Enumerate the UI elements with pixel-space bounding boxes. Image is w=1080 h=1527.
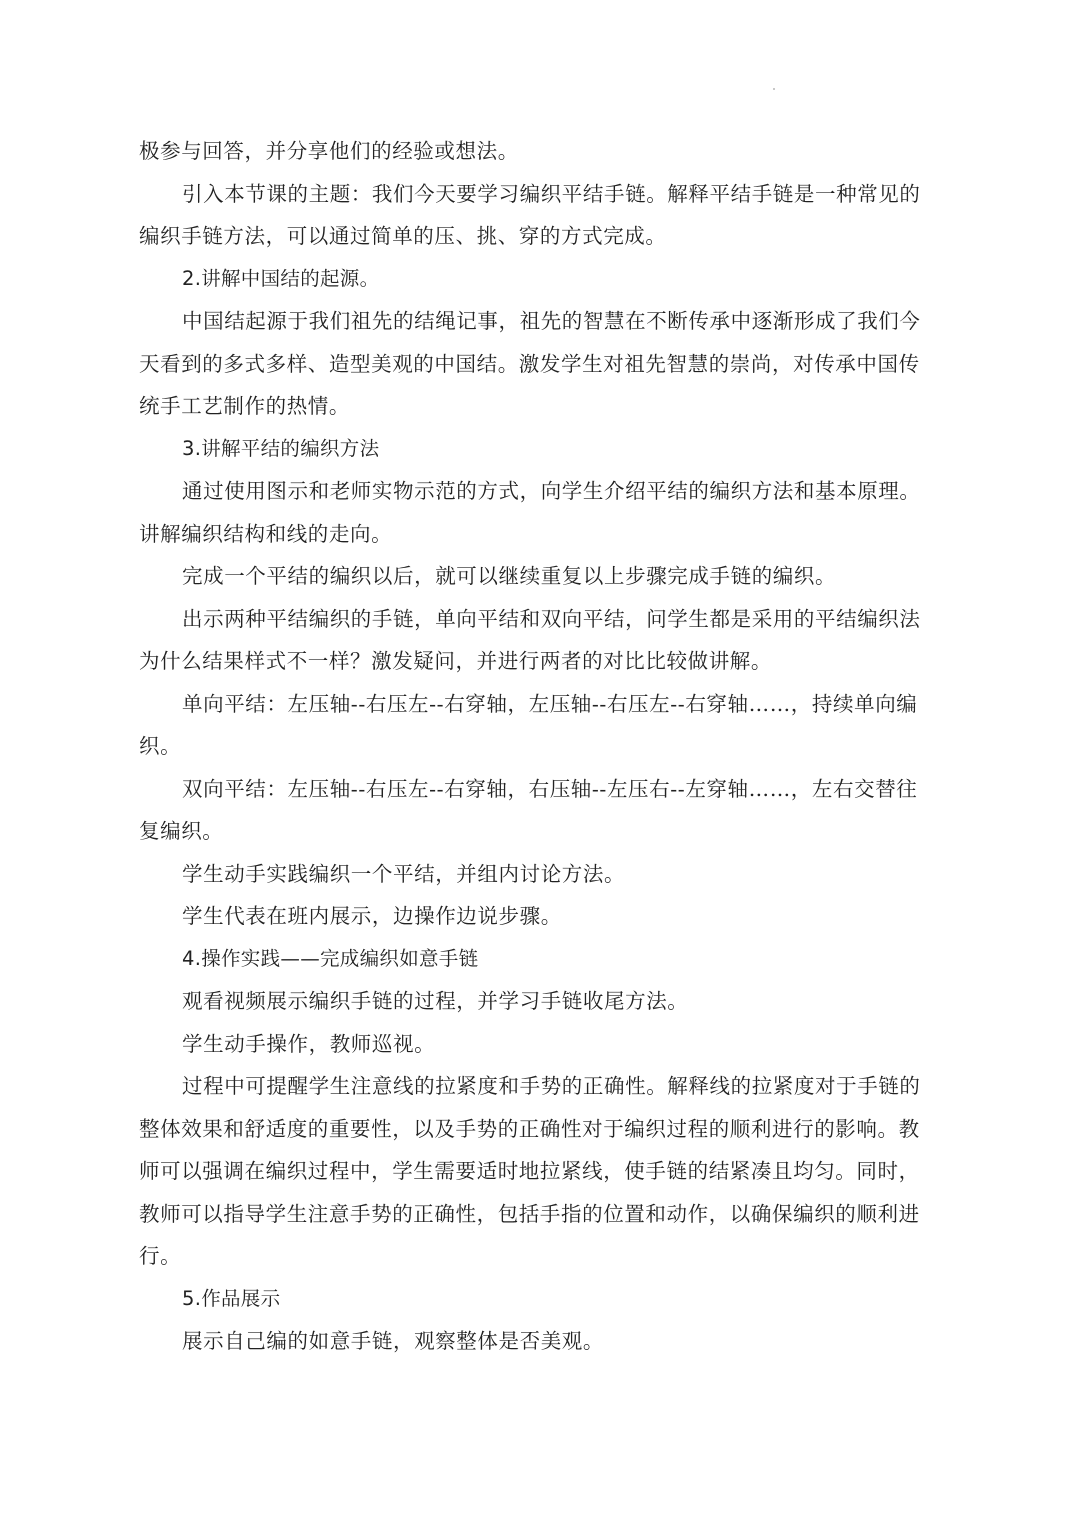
text-line: 统手工艺制作的热情。 (139, 394, 350, 418)
section-heading: 4.操作实践——完成编织如意手链 (182, 946, 479, 970)
text-line: 极参与回答，并分享他们的经验或想法。 (139, 139, 519, 163)
text-line: 完成一个平结的编织以后，就可以继续重复以上步骤完成手链的编织。 (182, 564, 837, 588)
text-line: 教师可以指导学生注意手势的正确性，包括手指的位置和动作，以确保编织的顺利进 (139, 1201, 920, 1226)
section-heading: 2.讲解中国结的起源。 (182, 266, 380, 290)
section-heading: 5.作品展示 (182, 1286, 281, 1310)
text-line: 过程中可提醒学生注意线的拉紧度和手势的正确性。解释线的拉紧度对于手链的 (182, 1074, 921, 1098)
document-body (139, 130, 939, 1363)
text-line: 学生代表在班内展示，边操作边说步骤。 (182, 904, 562, 928)
text-line: 中国结起源于我们祖先的结绳记事，祖先的智慧在不断传承中逐渐形成了我们今 (182, 309, 921, 333)
text-line: 讲解编织结构和线的走向。 (139, 521, 393, 546)
text-line: 为什么结果样式不一样？激发疑问，并进行两者的对比比较做讲解。 (139, 649, 772, 673)
text-line: 编织手链方法，可以通过简单的压、挑、穿的方式完成。 (139, 224, 667, 248)
text-line: 师可以强调在编织过程中，学生需要适时地拉紧线，使手链的结紧凑且均匀。同时， (139, 1159, 920, 1183)
text-line: 学生动手操作，教师巡视。 (182, 1031, 436, 1056)
text-line: 整体效果和舒适度的重要性，以及手势的正确性对于编织过程的顺利进行的影响。教 (139, 1116, 920, 1141)
text-line: 织。 (139, 734, 182, 758)
corner-mark (773, 88, 775, 90)
text-line: 学生动手实践编织一个平结，并组内讨论方法。 (182, 861, 626, 886)
text-line: 通过使用图示和老师实物示范的方式，向学生介绍平结的编织方法和基本原理。 (182, 479, 921, 503)
text-line: 复编织。 (139, 819, 224, 843)
text-line: 观看视频展示编织手链的过程，并学习手链收尾方法。 (182, 989, 689, 1013)
text-line: 展示自己编的如意手链，观察整体是否美观。 (182, 1329, 604, 1353)
text-line: 天看到的多式多样、造型美观的中国结。激发学生对祖先智慧的崇尚，对传承中国传 (139, 351, 920, 376)
text-line: 双向平结：左压轴--右压左--右穿轴，右压轴--左压右--左穿轴……，左右交替往 (182, 776, 918, 801)
text-line: 引入本节课的主题：我们今天要学习编织平结手链。解释平结手链是一种常见的 (182, 181, 921, 206)
text-line: 行。 (139, 1244, 182, 1268)
text-line: 出示两种平结编织的手链，单向平结和双向平结，问学生都是采用的平结编织法 (182, 606, 921, 631)
text-line: 单向平结：左压轴--右压左--右穿轴，左压轴--右压左--右穿轴……，持续单向编 (182, 691, 918, 716)
section-heading: 3.讲解平结的编织方法 (182, 436, 380, 460)
